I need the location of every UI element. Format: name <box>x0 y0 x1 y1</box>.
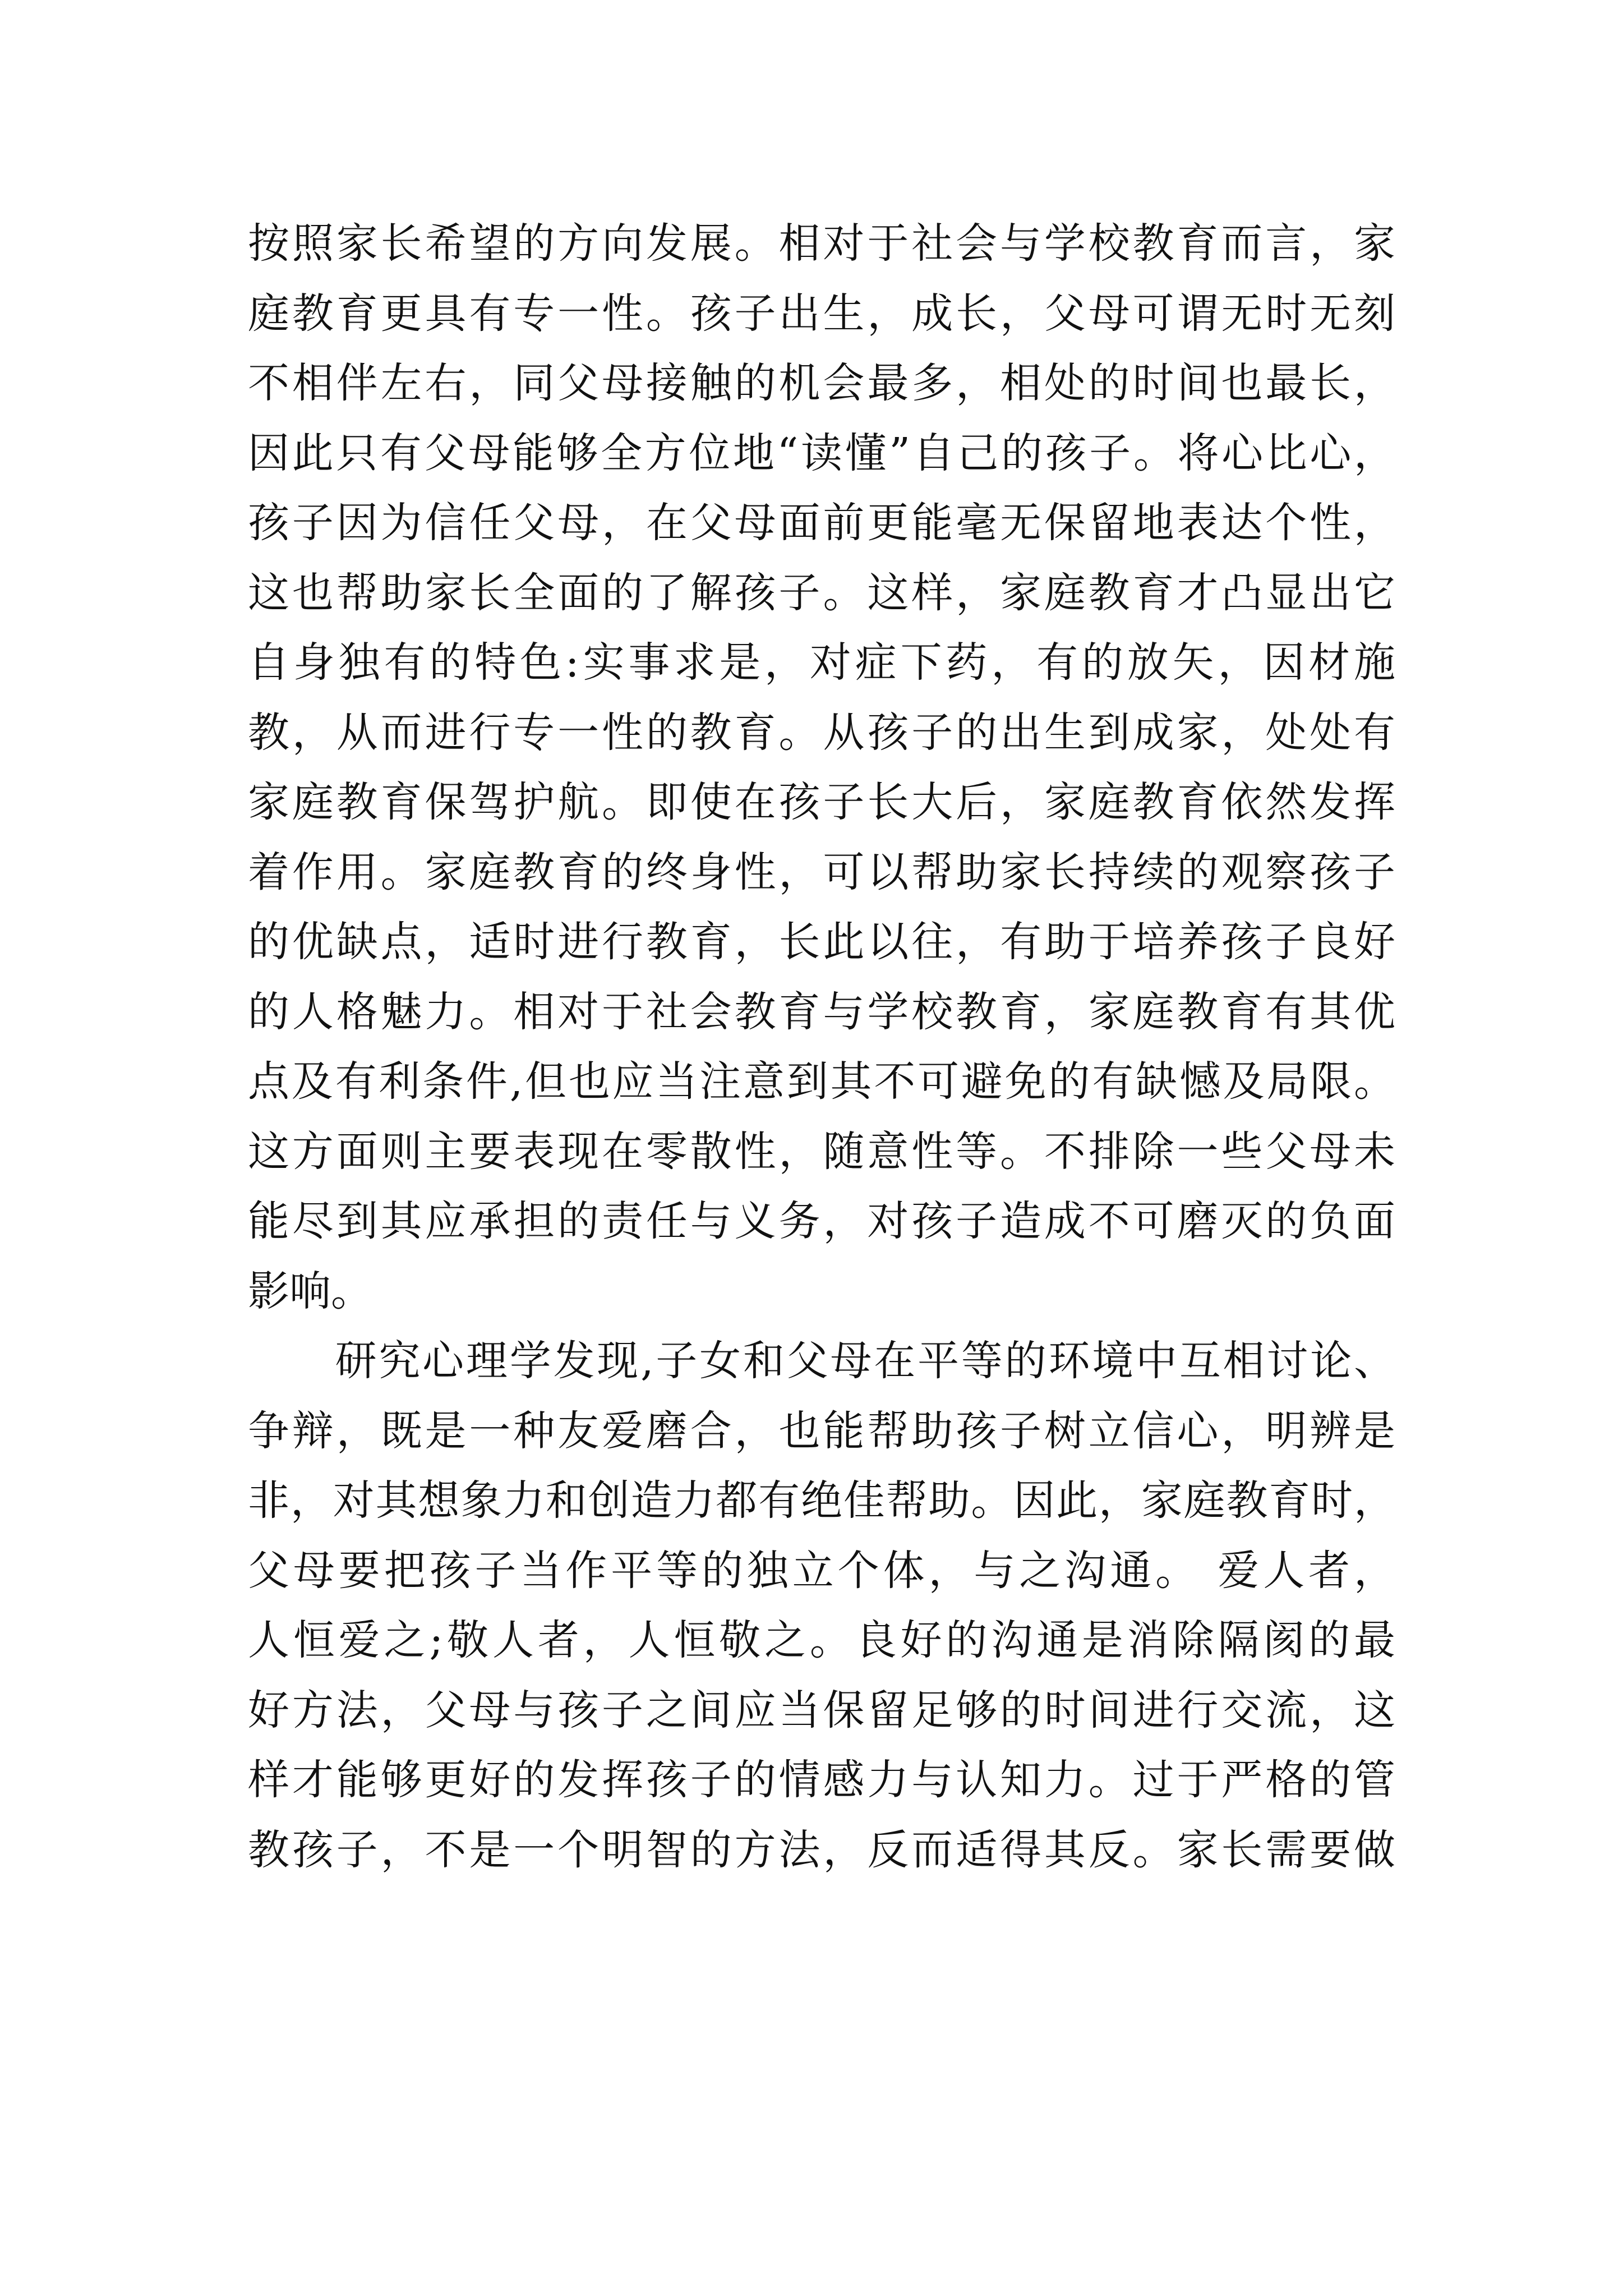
text-line: 按照家长希望的方向发展。相对于社会与学校教育而言，家 <box>248 219 1395 268</box>
paragraph-end-line: 影响。 <box>248 1267 372 1315</box>
body-text <box>248 209 1395 1885</box>
text-line: 自身独有的特色:实事求是，对症下药，有的放矢，因材施 <box>248 638 1395 687</box>
paragraph-start-line: 研究心理学发现,子女和父母在平等的环境中互相讨论、 <box>248 1337 1395 1385</box>
text-line: 孩子因为信任父母，在父母面前更能毫无保留地表达个性， <box>248 499 1395 547</box>
text-line: 的人格魅力。相对于社会教育与学校教育，家庭教育有其优 <box>248 987 1395 1036</box>
text-line: 能尽到其应承担的责任与义务，对孩子造成不可磨灭的负面 <box>248 1197 1395 1245</box>
text-line: 家庭教育保驾护航。即使在孩子长大后，家庭教育依然发挥 <box>248 778 1395 826</box>
text-line: 非，对其想象力和创造力都有绝佳帮助。因此，家庭教育时， <box>248 1476 1395 1525</box>
text-line: 着作用。家庭教育的终身性，可以帮助家长持续的观察孩子 <box>248 848 1395 896</box>
text-line: 因此只有父母能够全方位地“读懂”自己的孩子。将心比心， <box>248 429 1395 477</box>
text-line: 不相伴左右，同父母接触的机会最多，相处的时间也最长， <box>248 359 1395 407</box>
text-line: 人恒爱之;敬人者，人恒敬之。良好的沟通是消除隔阂的最 <box>248 1616 1395 1664</box>
text-line: 教，从而进行专一性的教育。从孩子的出生到成家，处处有 <box>248 708 1395 757</box>
text-line: 这方面则主要表现在零散性，随意性等。不排除一些父母未 <box>248 1127 1395 1176</box>
text-line: 父母要把孩子当作平等的独立个体，与之沟通。 爱人者， <box>248 1546 1395 1595</box>
text-line: 教孩子，不是一个明智的方法，反而适得其反。家长需要做 <box>248 1825 1395 1874</box>
text-line: 这也帮助家长全面的了解孩子。这样，家庭教育才凸显出它 <box>248 568 1395 617</box>
text-line: 点及有利条件,但也应当注意到其不可避免的有缺憾及局限。 <box>248 1057 1395 1106</box>
text-line: 好方法，父母与孩子之间应当保留足够的时间进行交流，这 <box>248 1686 1395 1734</box>
text-line: 争辩，既是一种友爱磨合，也能帮助孩子树立信心，明辨是 <box>248 1406 1395 1455</box>
text-line: 庭教育更具有专一性。孩子出生，成长，父母可谓无时无刻 <box>248 289 1395 338</box>
text-line: 的优缺点，适时进行教育，长此以往，有助于培养孩子良好 <box>248 918 1395 966</box>
text-line: 样才能够更好的发挥孩子的情感力与认知力。过于严格的管 <box>248 1756 1395 1804</box>
